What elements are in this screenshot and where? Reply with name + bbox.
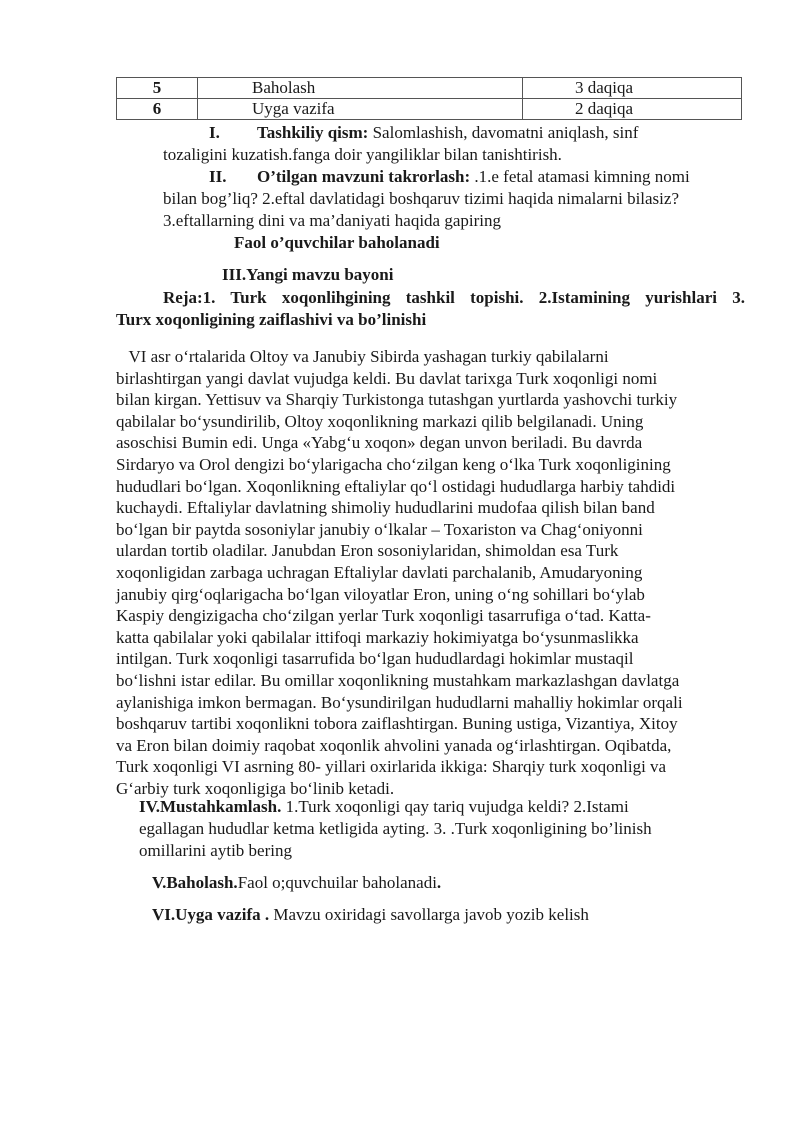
body-line: G‘arbiy turk xoqonligiga bo‘linib ketadi. <box>116 778 395 798</box>
section-text-line: omillarini aytib bering <box>139 841 292 860</box>
body-line: asoschisi Bumin edi. Unga «Yabg‘u xoqon» degan unvon beriladi. Bu davrda <box>116 433 643 453</box>
section-text: Faol o;quvchuilar baholanadi <box>237 873 437 892</box>
body-line: birlashtirgan yangi davlat vujudga keldi. Bu davlat tarixga Turk xoqonligi nomi <box>116 368 658 388</box>
section-text-line: 3.eftallarning dini va ma’daniyati haqida gapiring <box>163 211 501 230</box>
topic-body-text <box>116 346 748 799</box>
body-line: Sirdaryo va Orol dengizi bo‘ylarigacha cho‘zilgan keng o‘lka Turk xoqonligining <box>116 454 671 474</box>
section-assessment <box>152 872 441 893</box>
table-row <box>117 78 742 99</box>
section-organizational <box>209 122 638 143</box>
body-line: aylanishiga imkon bermagan. Bo‘ysundirilgan hududlarni mahalliy hokimlar orqali <box>116 692 683 712</box>
section-title: IV.Mustahkamlash. <box>139 797 282 816</box>
body-line: janubiy qirg‘oqlarigacha bo‘lgan viloyatlar Eron, uning o‘ng sohillari bo‘ylab <box>116 584 645 604</box>
body-line: boshqaruv tartibi xoqonlikni tobora zaiflashtirgan. Buning ustiga, Vizantiya, Xitoy <box>116 714 678 734</box>
row-stage: Baholash <box>198 78 523 99</box>
section-homework <box>152 904 589 925</box>
body-line: VI asr o‘rtalarida Oltoy va Janubiy Sibirda yashagan turkiy qabilalarni <box>116 347 609 366</box>
section-title: V.Baholash. <box>152 873 238 892</box>
plan-line: Turx xoqonligining zaiflashivi va bo’linishi <box>116 310 427 329</box>
section-title: VI.Uyga vazifa . <box>152 905 270 924</box>
body-line: bilan kirgan. Yettisuv va Sharqiy Turkistonga tutashgan yurtlarda yashovchi turkiy <box>116 390 678 410</box>
section-text: 1.Turk xoqonligi qay tariq vujudga keldi? 2.Istami <box>281 797 629 816</box>
table-row <box>117 99 742 120</box>
section-text: Salomlashish, davomatni aniqlash, sinf <box>368 123 639 142</box>
section-text: Mavzu oxiridagi savollarga javob yozib kelish <box>269 905 589 924</box>
section-numeral: I. <box>209 123 220 142</box>
body-line: intilgan. Turk xoqonligi tasarrufida bo‘lgan hududlardagi hokimlar mustaqil <box>116 649 634 669</box>
body-line: xoqonligidan zarbaga uchragan Eftaliylar davlati parchalanib, Amudaryoning <box>116 562 643 582</box>
row-stage: Uyga vazifa <box>198 99 523 120</box>
section-text-line: bilan bog’liq? 2.eftal davlatidagi boshqaruv tizimi haqida nimalarni bilasiz? <box>163 189 679 208</box>
row-duration: 3 daqiqa <box>523 78 742 99</box>
active-students-note: Faol o’quvchilar baholanadi <box>234 233 440 252</box>
body-line: hududlari bo‘lgan. Xoqonlikning eftaliylar qo‘l ostidagi hududlarga harbiy tahdidi <box>116 476 676 496</box>
section-consolidation <box>139 796 629 817</box>
row-number: 6 <box>117 99 198 120</box>
section-end-mark: . <box>436 873 442 892</box>
row-duration: 2 daqiqa <box>523 99 742 120</box>
section-text: .1.e fetal atamasi kimning nomi <box>470 167 690 186</box>
section-new-topic-title: III.Yangi mavzu bayoni <box>222 265 394 284</box>
body-line: bo‘lgan bir paytda sosoniylar janubiy o‘lkalar – Toxariston va Chag‘oniyonni <box>116 519 643 539</box>
plan-line: Reja:1. Turk xoqonlihgining tashkil topishi. 2.Istamining yurishlari 3. <box>163 288 745 307</box>
body-line: va Eron bilan doimiy raqobat xoqonlik ahvolini yanada og‘irlashtirgan. Oqibatda, <box>116 735 672 755</box>
lesson-plan-table <box>116 77 742 120</box>
row-number: 5 <box>117 78 198 99</box>
body-line: katta qabilalar yoki qabilalar ittifoqi markaziy hokimiyatga bo‘ysunmaslikka <box>116 627 639 647</box>
body-line: Turk xoqonligi VI asrning 80- yillari oxirlarida ikkiga: Sharqiy turk xoqonligi va <box>116 757 667 777</box>
body-line: qabilalar bo‘ysundirilib, Oltoy xoqonlikning markazi qilib belgilanadi. Uning <box>116 411 644 431</box>
body-line: ulardan tortib oladilar. Janubdan Eron sosoniylaridan, shimoldan esa Turk <box>116 541 619 561</box>
section-text-line: tozaligini kuzatish.fanga doir yangiliklar bilan tanishtirish. <box>163 145 562 164</box>
body-line: bo‘lishni istar edilar. Bu omillar xoqonlikning mustahkam markazlashgan davlatga <box>116 670 680 690</box>
section-numeral: II. <box>209 167 227 186</box>
section-title: Tashkiliy qism: <box>257 123 369 142</box>
section-text-line: egallagan hududlar ketma ketligida ayting. 3. .Turk xoqonligining bo’linish <box>139 819 652 838</box>
body-line: Kaspiy dengizigacha cho‘zilgan yerlar Turk xoqonligi tasarrufiga o‘tad. Katta- <box>116 606 651 626</box>
body-line: kuchaydi. Eftaliylar davlatning shimoliy hududlarini mudofaa qilish bilan band <box>116 498 655 518</box>
section-title: O’tilgan mavzuni takrorlash: <box>257 167 471 186</box>
section-review <box>209 166 690 187</box>
